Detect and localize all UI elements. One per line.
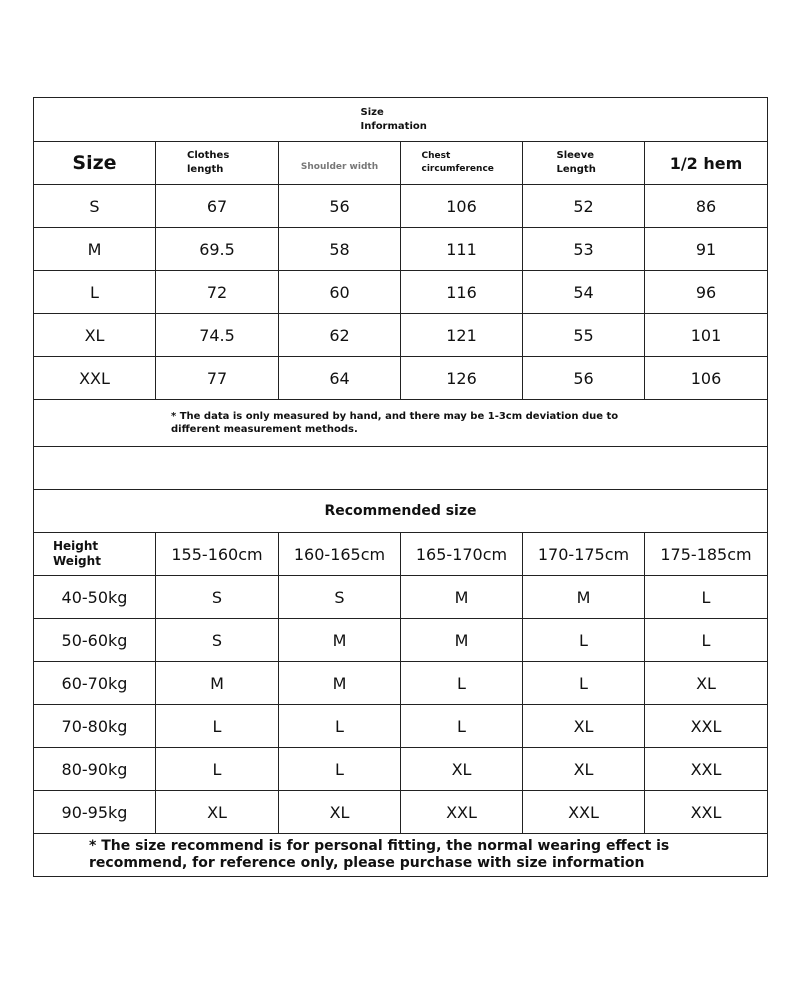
cell-length: 69.5 [156,228,279,271]
height-range: 160-165cm [279,533,401,576]
recommend-footnote-cell [34,834,768,877]
recommended-size: XL [645,662,768,705]
cell-length: 77 [156,357,279,400]
cell-size: S [34,185,156,228]
cell-hem: 91 [645,228,768,271]
cell-size: XXL [34,357,156,400]
recommended-size: L [645,619,768,662]
corner-height-label: Height [53,539,99,553]
cell-sleeve: 54 [523,271,645,314]
recommended-size: L [523,662,645,705]
header-chest: Chest circumference [401,142,523,185]
weight-range: 90-95kg [34,791,156,834]
recommended-size: M [156,662,279,705]
cell-hem: 106 [645,357,768,400]
weight-range: 80-90kg [34,748,156,791]
recommended-size: XL [523,705,645,748]
cell-hem: 101 [645,314,768,357]
cell-shoulder: 64 [279,357,401,400]
recommended-size: L [156,705,279,748]
recommended-size: S [279,576,401,619]
recommended-size: XL [401,748,523,791]
cell-shoulder: 58 [279,228,401,271]
height-range: 155-160cm [156,533,279,576]
cell-chest: 116 [401,271,523,314]
table-row [34,662,768,705]
recommended-size: M [279,662,401,705]
recommended-size: L [279,705,401,748]
recommended-size: XXL [401,791,523,834]
header-size: Size [34,142,156,185]
weight-range: 40-50kg [34,576,156,619]
recommended-size: S [156,619,279,662]
table-row [34,357,768,400]
recommended-size: XL [279,791,401,834]
recommended-size: L [279,748,401,791]
recommended-size: XL [523,748,645,791]
header-clothes-length: Clothes length [156,142,279,185]
recommended-size: M [279,619,401,662]
table-row [34,619,768,662]
cell-length: 74.5 [156,314,279,357]
cell-size: M [34,228,156,271]
recommended-size: XL [156,791,279,834]
recommend-footnote: * The size recommend is for personal fitting, the normal wearing effect is recommend, for reference only, please purchase with size information [89,838,670,871]
cell-hem: 96 [645,271,768,314]
cell-sleeve: 53 [523,228,645,271]
cell-shoulder: 60 [279,271,401,314]
weight-range: 70-80kg [34,705,156,748]
height-weight-corner [34,533,156,576]
weight-range: 50-60kg [34,619,156,662]
measurement-note: * The data is only measured by hand, and there may be 1-3cm deviation due to different measurement methods. [171,411,619,435]
table-row [34,705,768,748]
recommended-size: XXL [523,791,645,834]
recommended-size: L [156,748,279,791]
table-row [34,576,768,619]
cell-chest: 106 [401,185,523,228]
recommended-size: L [645,576,768,619]
table-row [34,314,768,357]
spacer-row [34,447,768,490]
cell-sleeve: 56 [523,357,645,400]
cell-shoulder: 62 [279,314,401,357]
recommend-header-row [34,533,768,576]
cell-chest: 126 [401,357,523,400]
size-chart [33,97,767,877]
cell-size: L [34,271,156,314]
height-range: 170-175cm [523,533,645,576]
cell-chest: 111 [401,228,523,271]
recommended-size: L [401,705,523,748]
recommended-size: XXL [645,705,768,748]
table-row [34,748,768,791]
header-sleeve-length: Sleeve Length [523,142,645,185]
cell-chest: 121 [401,314,523,357]
header-shoulder-width: Shoulder width [279,142,401,185]
recommended-size: XXL [645,791,768,834]
recommended-size: L [401,662,523,705]
recommended-size: M [401,576,523,619]
table-row [34,791,768,834]
table-row [34,271,768,314]
cell-length: 67 [156,185,279,228]
measurement-note-cell [34,400,768,447]
cell-hem: 86 [645,185,768,228]
corner-weight-label: Weight [53,554,101,568]
cell-sleeve: 55 [523,314,645,357]
recommended-size: S [156,576,279,619]
recommended-size: M [523,576,645,619]
size-info-title: Size Information [360,106,427,132]
size-table [33,97,768,877]
height-range: 165-170cm [401,533,523,576]
table-row [34,228,768,271]
weight-range: 60-70kg [34,662,156,705]
recommended-size: M [401,619,523,662]
recommended-size: XXL [645,748,768,791]
height-range: 175-185cm [645,533,768,576]
recommended-size: L [523,619,645,662]
cell-length: 72 [156,271,279,314]
size-info-title-cell [34,98,768,142]
header-hem: 1/2 hem [645,142,768,185]
cell-size: XL [34,314,156,357]
size-header-row [34,142,768,185]
recommended-size-title: Recommended size [34,490,768,533]
cell-shoulder: 56 [279,185,401,228]
table-row [34,185,768,228]
cell-sleeve: 52 [523,185,645,228]
